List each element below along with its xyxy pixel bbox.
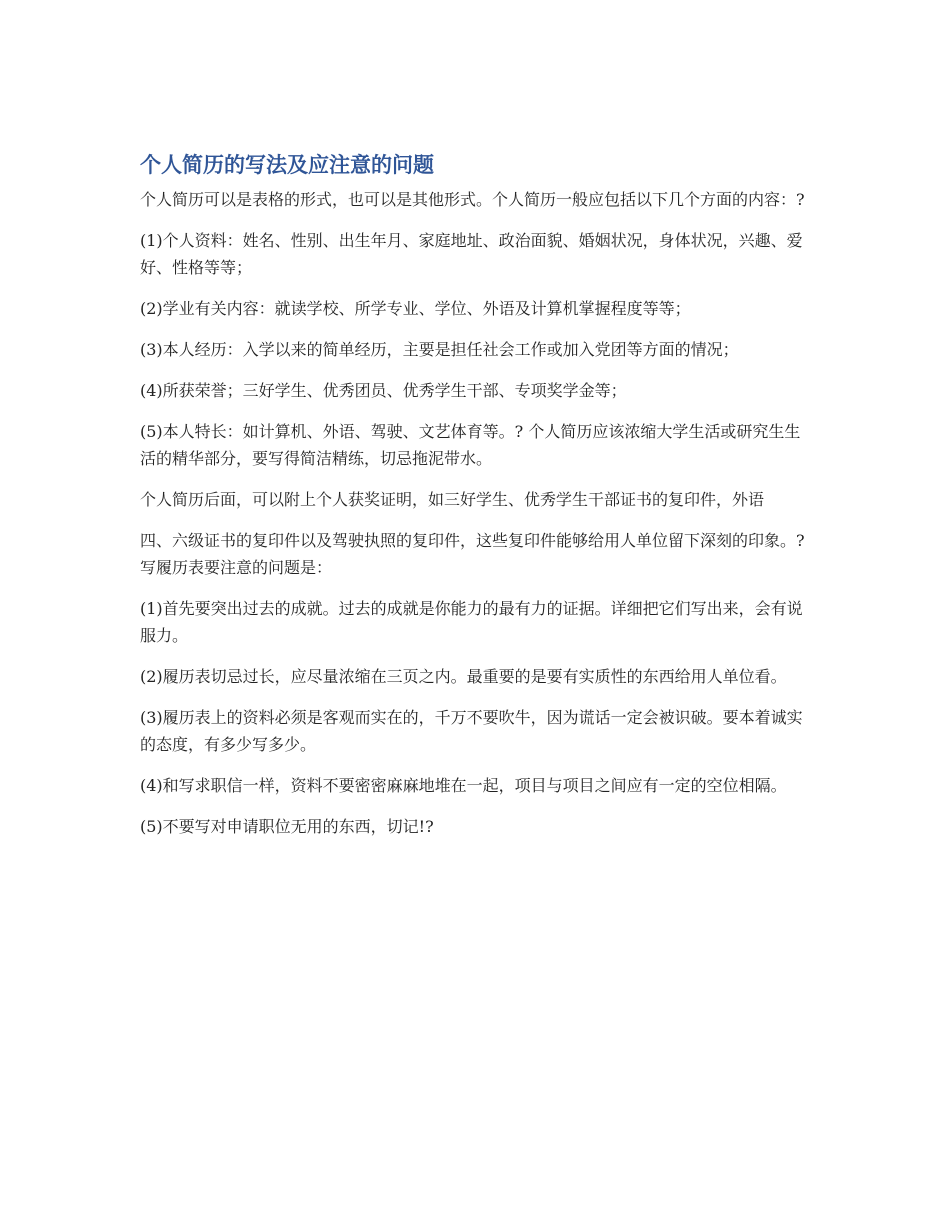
paragraph-attachments: 个人简历后面，可以附上个人获奖证明，如三好学生、优秀学生干部证书的复印件，外语 [140,490,765,509]
paragraph-tip-length: (2)履历表切忌过长，应尽量浓缩在三页之内。最重要的是要有实质性的东西给用人单位看。 [140,667,787,686]
document-page [140,150,815,854]
paragraph-tip-achievements: (1)首先要突出过去的成就。过去的成就是你能力的最有力的证据。详细把它们写出来，会有说服力。 [140,599,803,645]
paragraph-personal-info: (1)个人资料：姓名、性别、出生年月、家庭地址、政治面貌、婚姻状况，身体状况，兴趣、爱好、性格等等； [140,231,803,277]
paragraph-skills: (5)本人特长：如计算机、外语、驾驶、文艺体育等。? 个人简历应该浓缩大学生活或研究生生活的精华部分，要写得简洁精练，切忌拖泥带水。 [140,422,801,468]
paragraph-intro: 个人简历可以是表格的形式，也可以是其他形式。个人简历一般应包括以下几个方面的内容：? [140,190,805,209]
paragraph-tip-honesty: (3)履历表上的资料必须是客观而实在的，千万不要吹牛，因为谎话一定会被识破。要本着诚实的态度，有多少写多少。 [140,708,803,754]
paragraph-experience: (3)本人经历：入学以来的简单经历，主要是担任社会工作或加入党团等方面的情况； [140,340,739,359]
paragraph-honors: (4)所获荣誉；三好学生、优秀团员、优秀学生干部、专项奖学金等； [140,381,627,400]
paragraph-tip-spacing: (4)和写求职信一样，资料不要密密麻麻地堆在一起，项目与项目之间应有一定的空位相隔。 [140,776,787,795]
paragraph-certificates: 四、六级证书的复印件以及驾驶执照的复印件，这些复印件能够给用人单位留下深刻的印象。? 写履历表要注意的问题是： [140,531,805,577]
paragraph-tip-relevance: (5)不要写对申请职位无用的东西，切记!? [140,817,434,836]
paragraph-education: (2)学业有关内容：就读学校、所学专业、学位、外语及计算机掌握程度等等； [140,299,691,318]
document-title: 个人简历的写法及应注意的问题 [140,153,434,177]
